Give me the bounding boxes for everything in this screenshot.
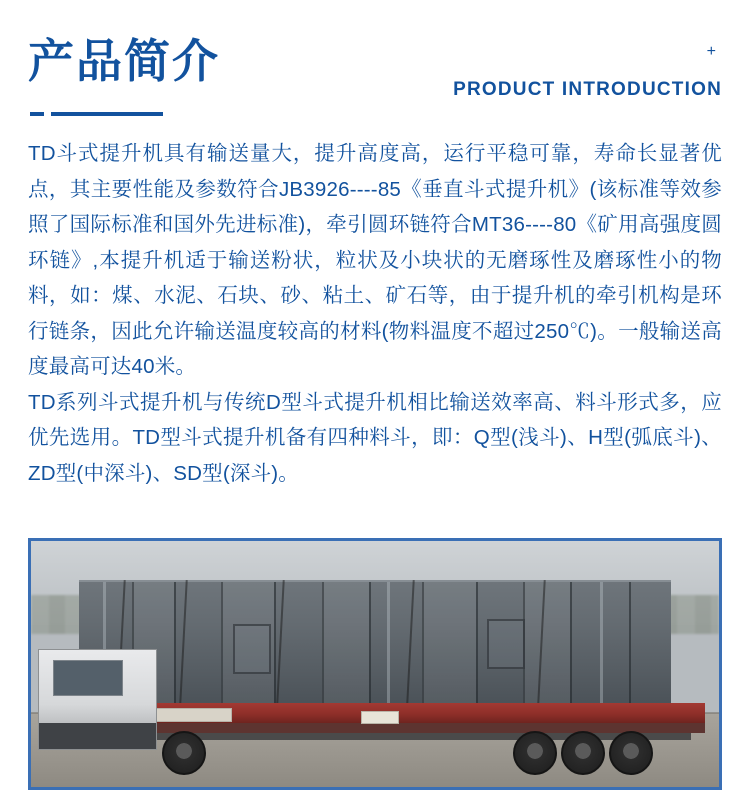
photo-cab-shadow bbox=[39, 723, 156, 749]
section-header bbox=[28, 0, 722, 128]
photo-wheel bbox=[513, 731, 557, 775]
photo-trailer-beam bbox=[72, 723, 705, 733]
photo-steel-cargo bbox=[79, 580, 671, 705]
underline-dash bbox=[30, 112, 44, 116]
photo-wheel bbox=[561, 731, 605, 775]
page-title: 产品简介 bbox=[28, 35, 220, 87]
photo-truck-cab bbox=[38, 649, 157, 749]
paragraph-1: TD斗式提升机具有输送量大，提升高度高，运行平稳可靠，寿命长显著优点，其主要性能及参数符合JB3926----85《垂直斗式提升机》(该标准等效参照了国际标准和国外先进标准)，牵引圆环链符合MT36----80《矿用高强度圆环链》,本提升机适于输送粉状，粒状及小块状的无磨琢性及磨琢性小的物料，如：煤、水泥、石块、砂、粘土、矿石等，由于提升机的牵引机构是环行链条，因此允许输送温度较高的材料(物料温度不超过250℃)。一般输送高度最高可达40米。 bbox=[28, 142, 722, 378]
photo-wheel bbox=[609, 731, 653, 775]
product-photo bbox=[28, 538, 722, 790]
paragraph-2: TD系列斗式提升机与传统D型斗式提升机相比输送效率高、料斗形式多，应优先选用。TD型斗式提升机备有四种料斗，即：Q型(浅斗)、H型(弧底斗)、ZD型(中深斗)、SD型(深斗)。 bbox=[28, 390, 722, 485]
page-title-english: PRODUCT INTRODUCTION bbox=[453, 79, 722, 100]
photo-cab-window bbox=[53, 660, 123, 695]
photo-wheel bbox=[162, 731, 206, 775]
photo-marking-plate bbox=[361, 711, 399, 724]
title-underline bbox=[30, 112, 163, 116]
plus-icon: + bbox=[706, 43, 716, 60]
underline-bar bbox=[51, 112, 163, 116]
product-photo-image bbox=[31, 541, 719, 787]
introduction-text bbox=[28, 136, 722, 491]
